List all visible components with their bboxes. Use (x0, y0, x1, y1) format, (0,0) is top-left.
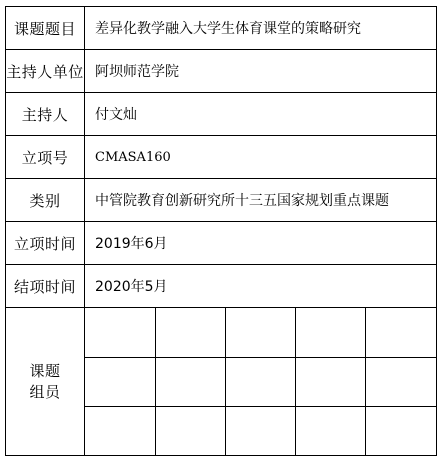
members-label-line2: 组员 (29, 382, 61, 401)
member-cell (225, 308, 295, 357)
member-cell (296, 406, 366, 455)
topic-value: 差异化教学融入大学生体育课堂的策略研究 (85, 7, 437, 50)
host-label: 主持人 (6, 93, 85, 136)
member-cell (296, 357, 366, 406)
end-date-label: 结项时间 (6, 265, 85, 308)
topic-label: 课题题目 (6, 7, 85, 50)
start-date-value: 2019年6月 (85, 222, 437, 265)
project-info-table (5, 6, 437, 456)
project-number-label: 立项号 (6, 136, 85, 179)
category-label: 类别 (6, 179, 85, 222)
project-info-sheet (5, 6, 436, 455)
end-date-value: 2020年5月 (85, 265, 437, 308)
member-cell (85, 406, 155, 455)
row-category (6, 179, 437, 222)
members-label (6, 361, 84, 403)
member-cell (225, 357, 295, 406)
member-cell (366, 308, 436, 357)
member-cell (366, 406, 436, 455)
host-value: 付文灿 (85, 93, 437, 136)
host-unit-label: 主持人单位 (6, 50, 85, 93)
members-label-cell (6, 308, 85, 456)
member-cell (155, 357, 225, 406)
start-date-label: 立项时间 (6, 222, 85, 265)
members-grid-row (85, 308, 436, 357)
category-value: 中管院教育创新研究所十三五国家规划重点课题 (85, 179, 437, 222)
members-grid-row (85, 406, 436, 455)
members-grid-row (85, 357, 436, 406)
member-cell (155, 406, 225, 455)
member-cell (366, 357, 436, 406)
member-cell (225, 406, 295, 455)
member-cell (85, 357, 155, 406)
row-host-unit (6, 50, 437, 93)
member-cell (296, 308, 366, 357)
row-members (6, 308, 437, 456)
host-unit-value: 阿坝师范学院 (85, 50, 437, 93)
row-host (6, 93, 437, 136)
member-cell (85, 308, 155, 357)
row-end-date (6, 265, 437, 308)
members-grid (85, 308, 436, 455)
project-number-value: CMASA160 (85, 136, 437, 179)
row-topic (6, 7, 437, 50)
member-cell (155, 308, 225, 357)
row-project-number (6, 136, 437, 179)
members-grid-cell (85, 308, 437, 456)
row-start-date (6, 222, 437, 265)
members-label-line1: 课题 (29, 361, 61, 380)
